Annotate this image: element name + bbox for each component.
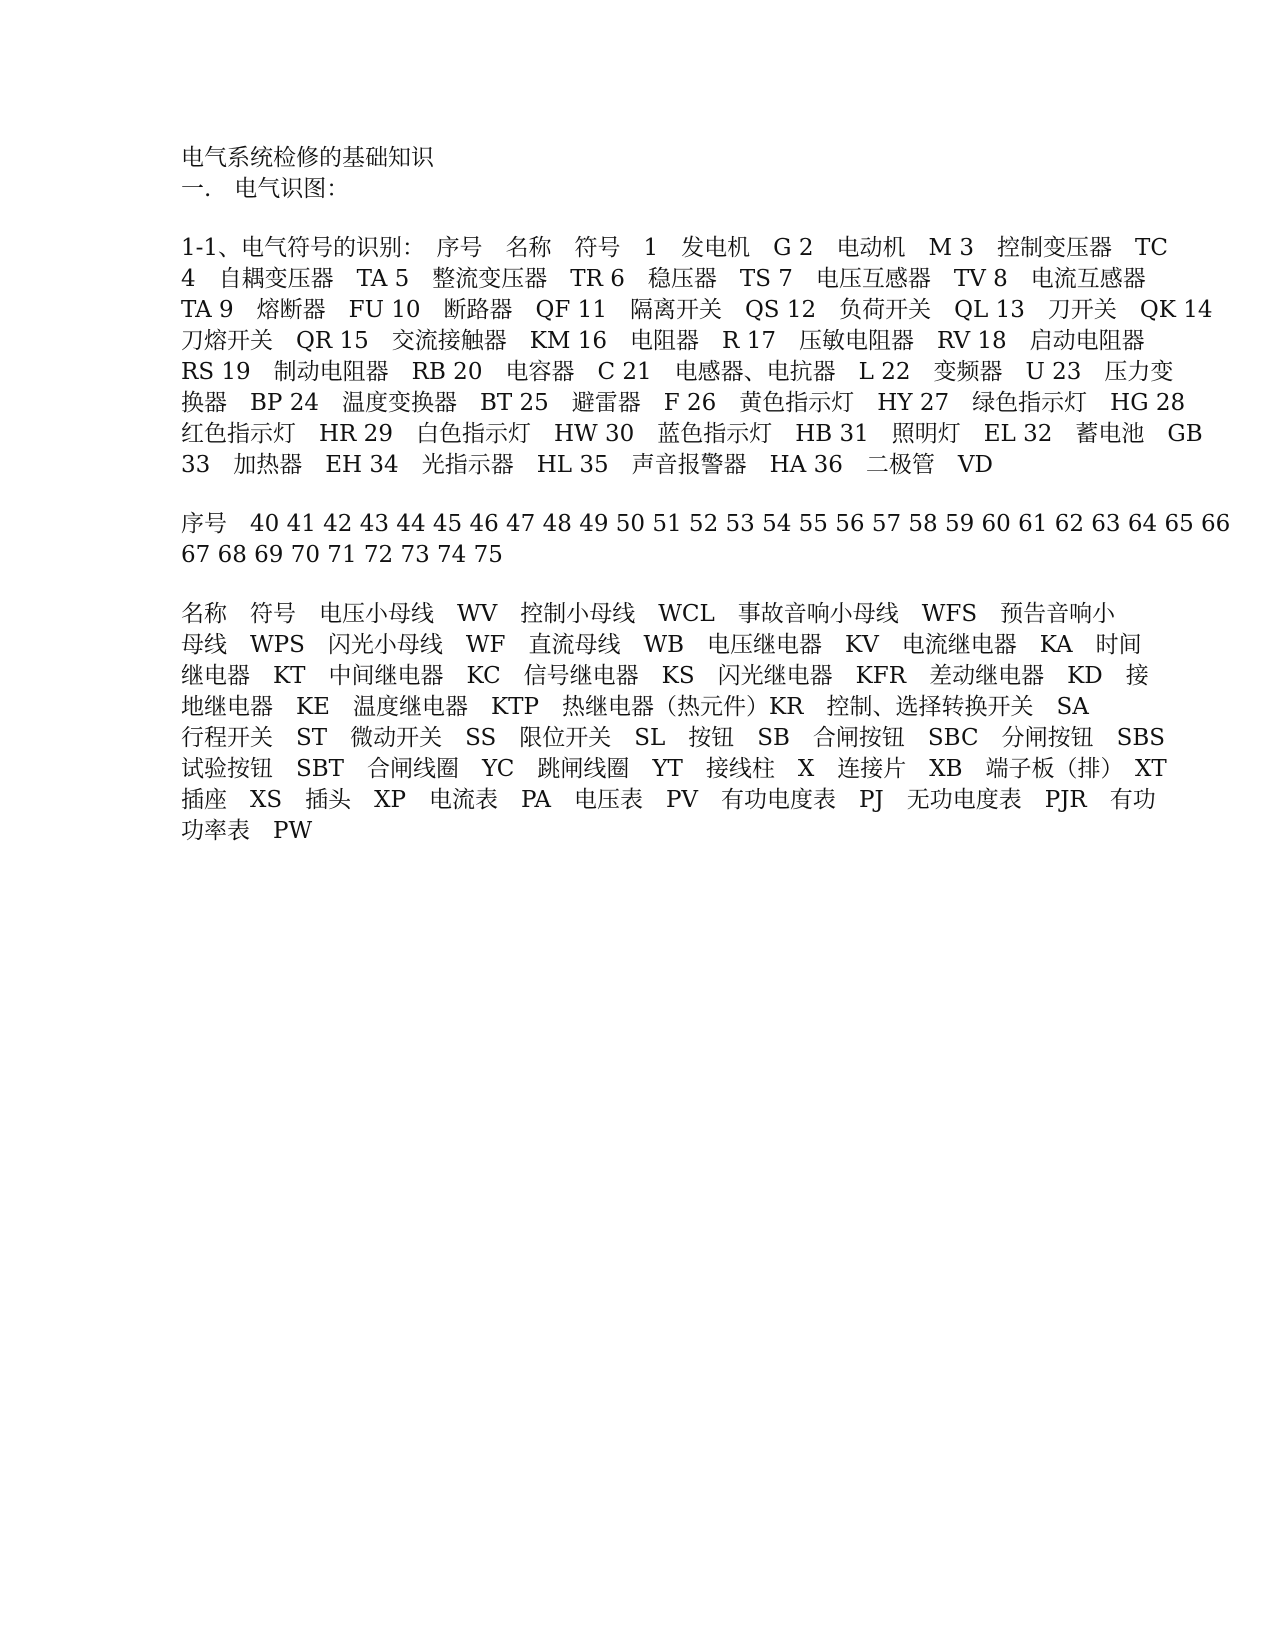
paragraph-line: 红色指示灯 HR 29 白色指示灯 HW 30 蓝色指示灯 HB 31 照明灯 EL 32 蓄电池 GB [181, 421, 1203, 447]
paragraph-line: 母线 WPS 闪光小母线 WF 直流母线 WB 电压继电器 KV 电流继电器 KA 时间 [181, 632, 1142, 658]
symbol-paragraph-1 [181, 233, 1213, 481]
paragraph-spacer [181, 571, 1081, 599]
paragraph-line: 1-1、电气符号的识别： 序号 名称 符号 1 发电机 G 2 电动机 M 3 控制变压器 TC [181, 235, 1168, 261]
document-title: 电气系统检修的基础知识 [181, 145, 434, 171]
paragraph-line: 67 68 69 70 71 72 73 74 75 [181, 542, 503, 568]
paragraph-line: 换器 BP 24 温度变换器 BT 25 避雷器 F 26 黄色指示灯 HY 27 绿色指示灯 HG 28 [181, 390, 1186, 416]
paragraph-line: 功率表 PW [181, 818, 313, 844]
paragraph-line: 行程开关 ST 微动开关 SS 限位开关 SL 按钮 SB 合闸按钮 SBC 分闸按钮 SBS [181, 725, 1165, 751]
paragraph-spacer [181, 205, 1081, 233]
paragraph-line: RS 19 制动电阻器 RB 20 电容器 C 21 电感器、电抗器 L 22 变频器 U 23 压力变 [181, 359, 1174, 385]
paragraph-line: 地继电器 KE 温度继电器 KTP 热继电器（热元件）KR 控制、选择转换开关 SA [181, 694, 1089, 720]
paragraph-line: 刀熔开关 QR 15 交流接触器 KM 16 电阻器 R 17 压敏电阻器 RV 18 启动电阻器 [181, 328, 1145, 354]
document-page [181, 143, 1231, 847]
paragraph-line: 序号 40 41 42 43 44 45 46 47 48 49 50 51 52 53 54 55 56 57 58 59 60 61 62 63 64 65 66 [181, 511, 1231, 537]
paragraph-line: TA 9 熔断器 FU 10 断路器 QF 11 隔离开关 QS 12 负荷开关 QL 13 刀开关 QK 14 [181, 297, 1213, 323]
paragraph-line: 插座 XS 插头 XP 电流表 PA 电压表 PV 有功电度表 PJ 无功电度表 PJR 有功 [181, 787, 1156, 813]
paragraph-spacer [181, 481, 1081, 509]
serial-number-paragraph [181, 509, 1231, 571]
paragraph-line: 继电器 KT 中间继电器 KC 信号继电器 KS 闪光继电器 KFR 差动继电器 KD 接 [181, 663, 1149, 689]
symbol-paragraph-2 [181, 599, 1167, 847]
paragraph-line: 名称 符号 电压小母线 WV 控制小母线 WCL 事故音响小母线 WFS 预告音响小 [181, 601, 1116, 627]
paragraph-line: 试验按钮 SBT 合闸线圈 YC 跳闸线圈 YT 接线柱 X 连接片 XB 端子板（排） XT [181, 756, 1167, 782]
section-heading: 一. 电气识图： [181, 176, 350, 202]
paragraph-line: 4 自耦变压器 TA 5 整流变压器 TR 6 稳压器 TS 7 电压互感器 TV 8 电流互感器 [181, 266, 1146, 292]
paragraph-line: 33 加热器 EH 34 光指示器 HL 35 声音报警器 HA 36 二极管 VD [181, 452, 993, 478]
